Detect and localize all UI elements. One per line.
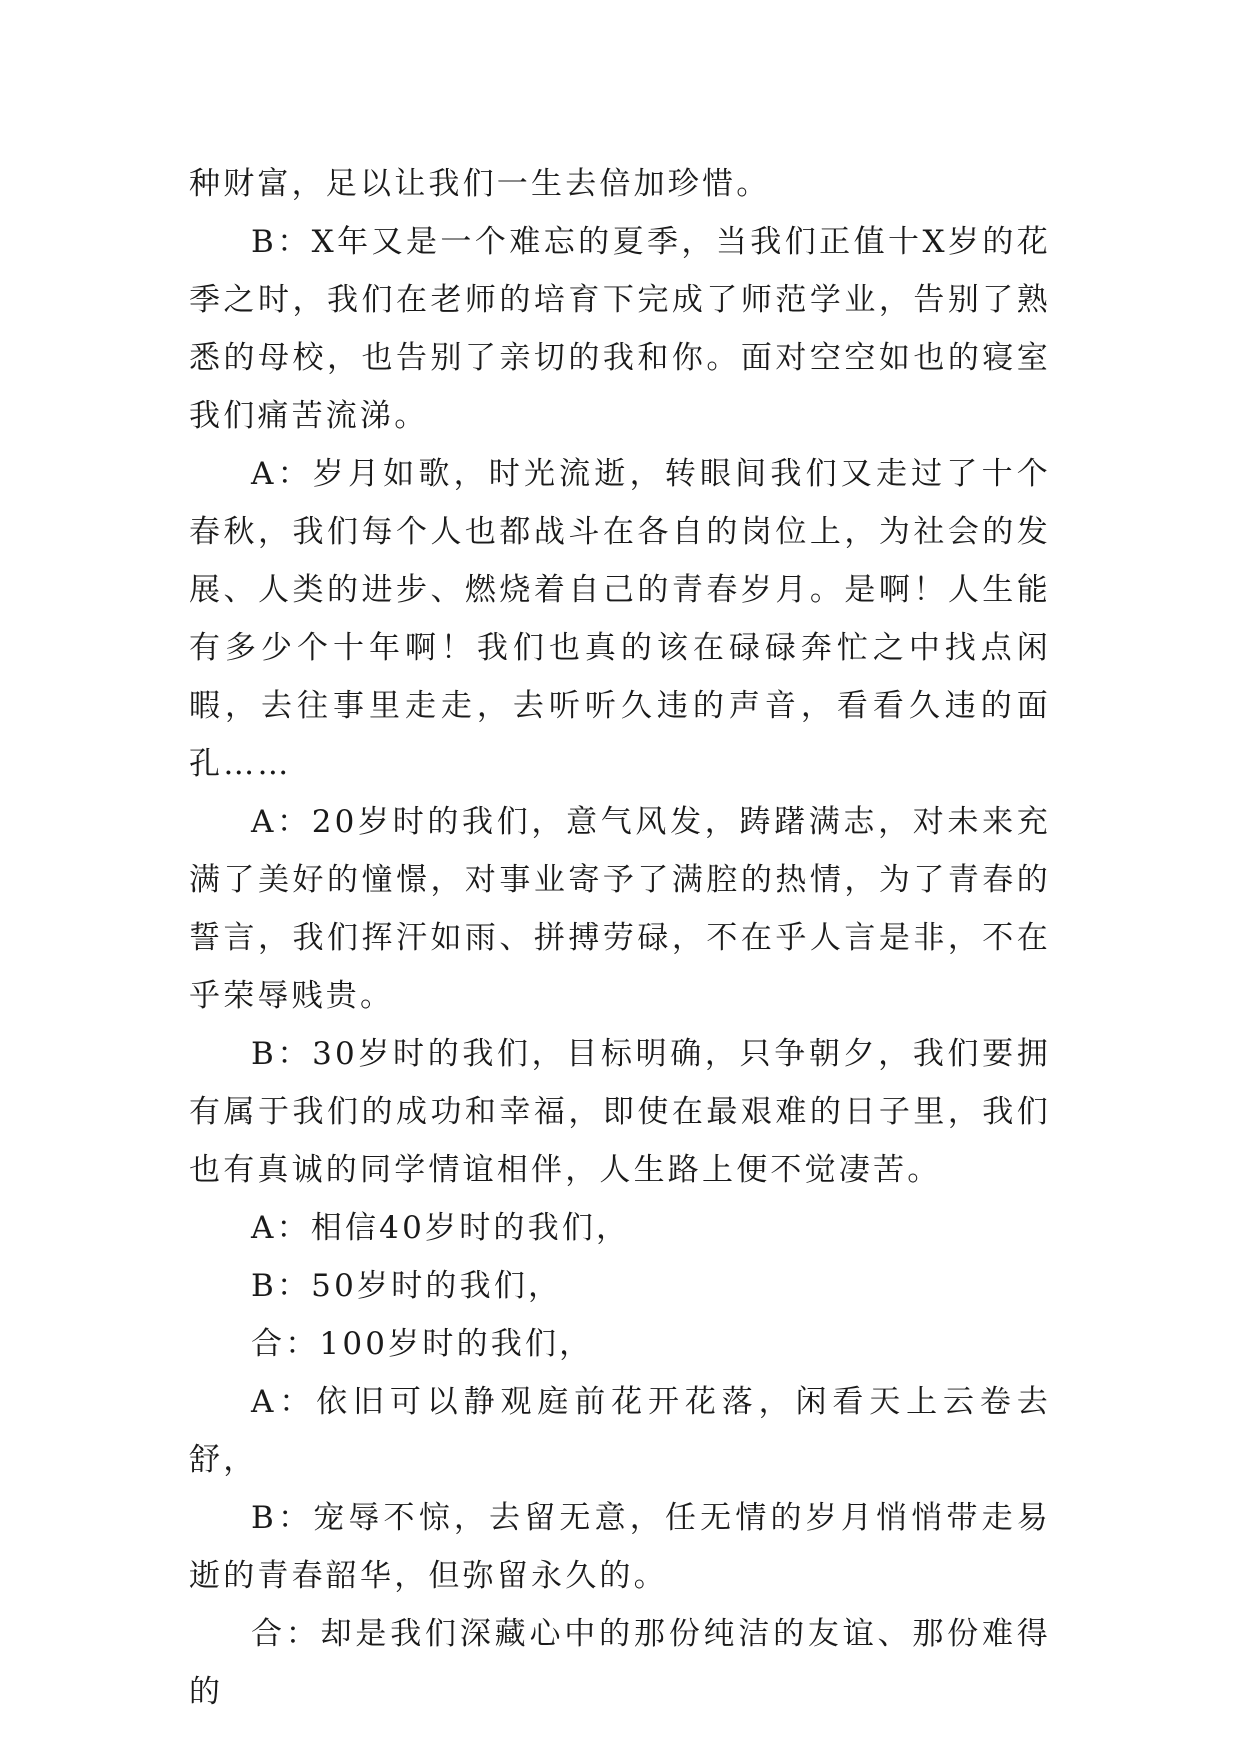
paragraph-b-unmoved: B：宠辱不惊，去留无意，任无情的岁月悄悄带走易逝的青春韶华，但弥留永久的。	[189, 1500, 1051, 1594]
paragraph-a-age-20: A：20岁时的我们，意气风发，踌躇满志，对未来充满了美好的憧憬，对事业寄予了满腔的热情，为了青春的誓言，我们挥汗如雨、拼搏劳碌，不在乎人言是非，不在乎荣辱贱贵。	[189, 804, 1051, 1014]
paragraph-b-age-30: B：30岁时的我们，目标明确，只争朝夕，我们要拥有属于我们的成功和幸福，即使在最艰难的日子里，我们也有真诚的同学情谊相伴，人生路上便不觉凄苦。	[189, 1036, 1051, 1188]
paragraph-together-age-100: 合：100岁时的我们，	[251, 1326, 594, 1362]
paragraph-b-summer: B：X年又是一个难忘的夏季，当我们正值十X岁的花季之时，我们在老师的培育下完成了师范学业，告别了熟悉的母校，也告别了亲切的我和你。面对空空如也的寝室我们痛苦流涕。	[189, 224, 1051, 434]
paragraph-a-years: A：岁月如歌，时光流逝，转眼间我们又走过了十个春秋，我们每个人也都战斗在各自的岗位上，为社会的发展、人类的进步、燃烧着自己的青春岁月。是啊！人生能有多少个十年啊！我们也真的该在碌碌奔忙之中找点闲暇，去往事里走走，去听听久违的声音，看看久违的面孔……	[189, 456, 1051, 782]
paragraph-a-flowers: A：依旧可以静观庭前花开花落，闲看天上云卷去舒，	[189, 1384, 1051, 1478]
paragraph-continuation: 种财富，足以让我们一生去倍加珍惜。	[189, 166, 771, 202]
paragraph-a-age-40: A：相信40岁时的我们，	[251, 1210, 631, 1246]
paragraph-b-age-50: B：50岁时的我们，	[251, 1268, 563, 1304]
paragraph-together-friendship: 合：却是我们深藏心中的那份纯洁的友谊、那份难得的	[189, 1616, 1051, 1710]
document-body	[189, 155, 1051, 1721]
